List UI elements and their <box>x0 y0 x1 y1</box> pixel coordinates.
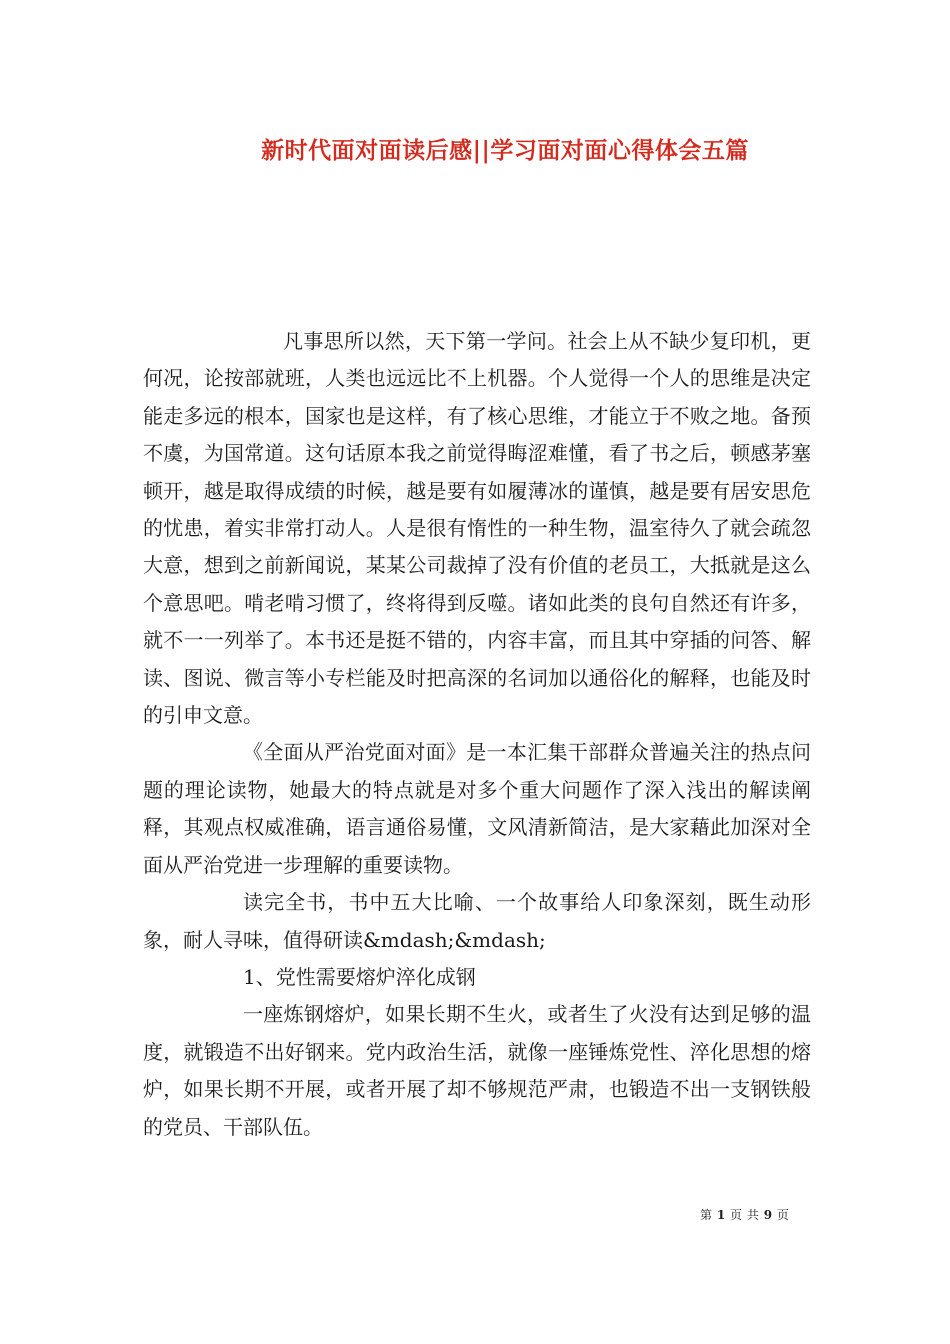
document-body <box>143 323 811 1146</box>
footer-suffix: 页 <box>776 1208 790 1222</box>
section-heading-1: 1、党性需要熔炉淬化成钢 <box>243 964 476 989</box>
paragraph-4: 一座炼钢熔炉，如果长期不生火，或者生了火没有达到足够的温度，就锻造不出好钢来。党内政治生活，就像一座锤炼党性、淬化思想的熔炉，如果长期不开展，或者开展了却不够规范严肃，也锻造不出一支钢铁般的党员、干部队伍。 <box>143 1002 811 1139</box>
paragraph-2: 《全面从严治党面对面》是一本汇集干部群众普遍关注的热点问题的理论读物，她最大的特点就是对多个重大问题作了深入浅出的解读阐释，其观点权威准确，语言通俗易懂，文风清新简洁，是大家藉此加深对全面从严治党进一步理解的重要读物。 <box>143 740 811 877</box>
footer-prefix: 第 <box>700 1208 713 1222</box>
footer-total-pages: 9 <box>763 1208 773 1222</box>
paragraph-1: 凡事思所以然，天下第一学问。社会上从不缺少复印机，更何况，论按部就班，人类也远远比不上机器。个人觉得一个人的思维是决定能走多远的根本，国家也是这样，有了核心思维，才能立于不败之地。备预不虞，为国常道。这句话原本我之前觉得晦涩难懂，看了书之后，顿感茅塞顿开，越是取得成绩的时候，越是要有如履薄冰的谨慎，越是要有居安思危的忧患，着实非常打动人。人是很有惰性的一种生物，温室待久了就会疏忽大意，想到之前新闻说，某某公司裁掉了没有价值的老员工，大抵就是这么个意思吧。啃老啃习惯了，终将得到反噬。诸如此类的良句自然还有许多，就不一一列举了。本书还是挺不错的，内容丰富，而且其中穿插的问答、解读、图说、微言等小专栏能及时把高深的名词加以通俗化的解释，也能及时的引申文意。 <box>143 329 811 728</box>
footer-middle: 页 共 <box>730 1208 760 1222</box>
footer-page-number: 1 <box>716 1208 726 1222</box>
page-footer <box>700 1206 789 1223</box>
document-title: 新时代面对面读后感||学习面对面心得体会五篇 <box>261 137 749 164</box>
paragraph-3: 读完全书，书中五大比喻、一个故事给人印象深刻，既生动形象，耐人寻味，值得研读&mdash;&mdash; <box>143 890 811 952</box>
